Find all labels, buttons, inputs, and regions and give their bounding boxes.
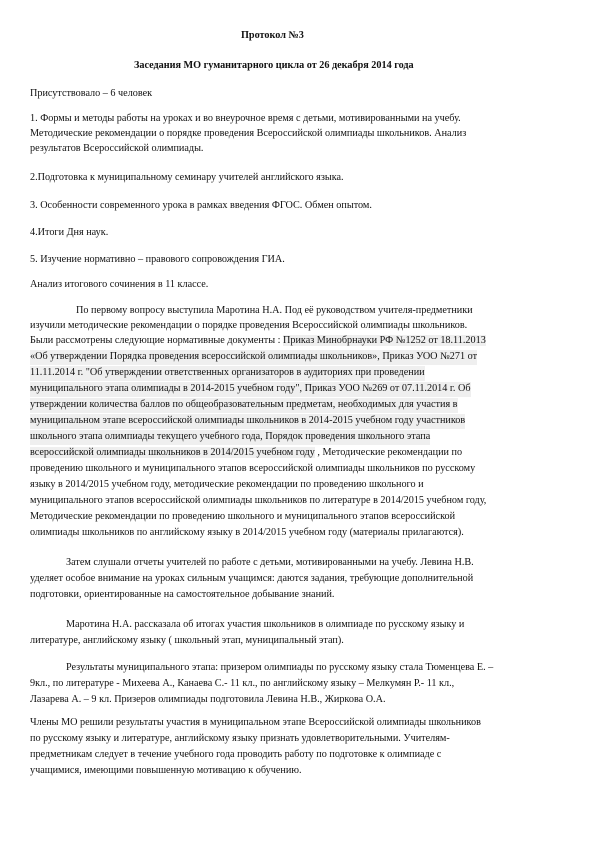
highlighted-line: школьного этапа олимпиады текущего учебного года, Порядок проведения школьного этапа bbox=[30, 430, 430, 445]
highlighted-fragment: Приказ Минобрнауки РФ №1252 от 18.11.2013 bbox=[283, 335, 486, 346]
paragraph-line: проведению школьного и муниципального этапов всероссийской олимпиады школьников по русскому bbox=[30, 463, 476, 474]
highlighted-line: муниципальном этапе всероссийской олимпиады школьников в 2014-2015 учебном году участников bbox=[30, 414, 465, 429]
paragraph-line: По первому вопросу выступила Маротина Н.А. Под её руководством учителя-предметники bbox=[76, 305, 473, 316]
paragraph-line: подготовки, ориентированные на самостоятельное добывание знаний. bbox=[30, 589, 335, 600]
paragraph-line bbox=[30, 446, 462, 461]
paragraph-line bbox=[30, 334, 486, 349]
paragraph-line: предметникам следует в течение учебного года проводить работу по подготовке к олимпиаде с bbox=[30, 749, 442, 760]
highlighted-line: «Об утверждении Порядка проведения всероссийской олимпиады школьников», Приказ УОО №271 от bbox=[30, 350, 477, 365]
paragraph-line: языку в 2014/2015 учебном году, методические рекомендации по проведению школьного и bbox=[30, 479, 424, 490]
paragraph-line: Результаты муниципального этапа: призером олимпиады по русскому языку стала Тюменцева Е. – bbox=[66, 662, 494, 673]
paragraph-line: уделяет особое внимание на уроках сильным учащимся: даются задания, требующие дополнительной bbox=[30, 573, 474, 584]
paragraph-line: по русскому языку и литературе, английскому языку признать удовлетворительными. Учителям- bbox=[30, 733, 450, 744]
paragraph-line: муниципального этапов всероссийской олимпиады школьников по литературе в 2014/2015 учебном году, bbox=[30, 495, 487, 506]
paragraph-line: Затем слушали отчеты учителей по работе с детьми, мотивированными на учебу. Левина Н.В. bbox=[66, 557, 474, 568]
paragraph-line: учащимися, имеющими повышенную мотивацию к обучению. bbox=[30, 765, 302, 776]
paragraph-line: олимпиады школьников по английскому языку в 2014/2015 учебном году (материалы прилагаются). bbox=[30, 527, 464, 538]
agenda-item: Методические рекомендации о порядке проведения Всероссийской олимпиады школьников. Анализ bbox=[30, 128, 467, 139]
paragraph-line: литературе, английскому языку ( школьный этап, муниципальный этап). bbox=[30, 635, 344, 646]
paragraph-fragment: Были рассмотрены следующие нормативные документы : bbox=[30, 335, 284, 346]
paragraph-line: Маротина Н.А. рассказала об итогах участия школьников в олимпиаде по русскому языку и bbox=[66, 619, 465, 630]
agenda-item: 3. Особенности современного урока в рамках введения ФГОС. Обмен опытом. bbox=[30, 200, 372, 211]
highlighted-line: утверждении количества баллов по общеобразовательным предметам, необходимых для участия в bbox=[30, 398, 458, 413]
agenda-item: 5. Изучение нормативно – правового сопровождения ГИА. bbox=[30, 254, 285, 265]
agenda-item: Анализ итогового сочинения в 11 классе. bbox=[30, 279, 209, 290]
paragraph-line: Методические рекомендации по проведению школьного и муниципального этапов всероссийской bbox=[30, 511, 456, 522]
paragraph-line: изучили методические рекомендации о порядке проведения Всероссийской олимпиады школьников. bbox=[30, 320, 468, 331]
highlighted-fragment: всероссийской олимпиады школьников в 2014/2015 учебном году bbox=[30, 447, 315, 458]
agenda-item: результатов Всероссийской олимпиады. bbox=[30, 143, 204, 154]
paragraph-line: Члены МО решили результаты участия в муниципальном этапе Всероссийской олимпиады школьников bbox=[30, 717, 481, 728]
paragraph-line: Лазарева А. – 9 кл. Призеров олимпиады подготовила Левина Н.В., Жиркова О.А. bbox=[30, 694, 386, 705]
highlighted-line: 11.11.2014 г. "Об утверждении ответственных организаторов в аудиториях при проведении bbox=[30, 366, 425, 381]
agenda-item: 4.Итоги Дня наук. bbox=[30, 227, 109, 238]
agenda-item: 1. Формы и методы работы на уроках и во внеурочное время с детьми, мотивированными на учебу. bbox=[30, 113, 461, 124]
document-subtitle: Заседания МО гуманитарного цикла от 26 декабря 2014 года bbox=[134, 60, 414, 71]
agenda-item: 2.Подготовка к муниципальному семинару учителей английского языка. bbox=[30, 172, 344, 183]
attendance-line: Присутствовало – 6 человек bbox=[30, 88, 153, 99]
paragraph-fragment: , Методические рекомендации по bbox=[314, 447, 463, 458]
paragraph-line: 9кл., по литературе - Михеева А., Канаева С.- 11 кл., по английскому языку – Мелкумян Р.- 11 кл., bbox=[30, 678, 455, 689]
highlighted-line: муниципального этапа олимпиады в 2014-2015 учебном году", Приказ УОО №269 от 07.11.2014 г. Об bbox=[30, 382, 471, 397]
document-title: Протокол №3 bbox=[241, 30, 304, 41]
